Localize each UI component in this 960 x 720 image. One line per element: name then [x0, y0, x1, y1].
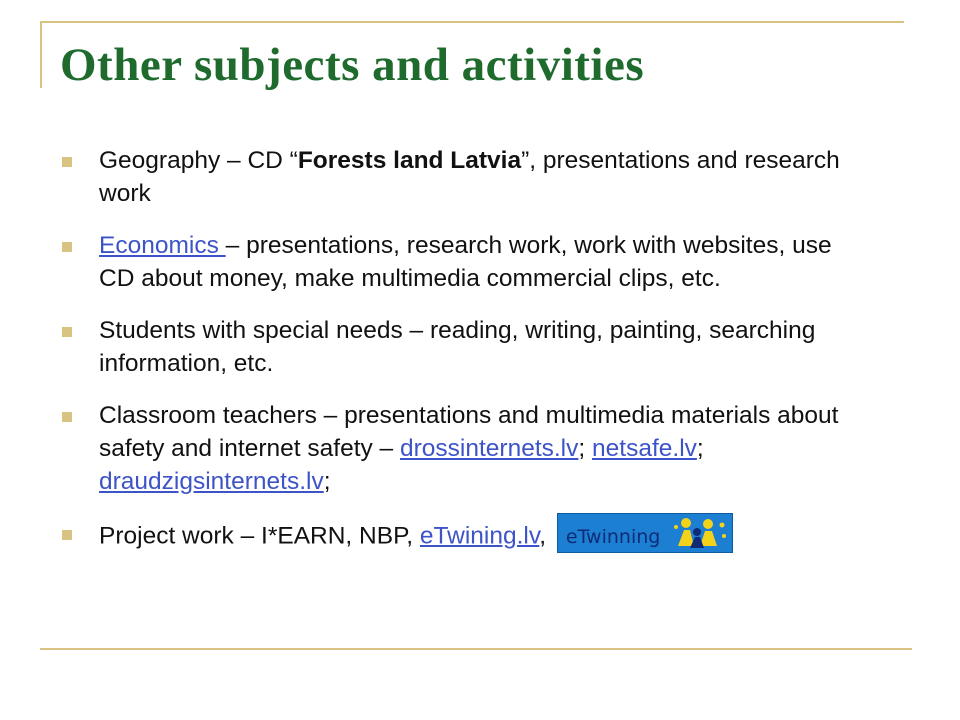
geography-cd-title: Forests land Latvia [297, 147, 522, 174]
bullet-economics [62, 229, 862, 295]
bullet-project-work [62, 517, 862, 557]
slide-title: Other subjects and activities [60, 39, 645, 91]
bullet-list [62, 144, 862, 576]
square-bullet-icon [62, 412, 72, 422]
etwining-link[interactable]: eTwining.lv [419, 522, 540, 550]
etwinning-logo[interactable] [557, 513, 733, 553]
bullet-special-needs [62, 314, 862, 380]
drossinternets-link[interactable]: drossinternets.lv [400, 435, 579, 462]
bottom-border-line [40, 648, 912, 650]
link-separator: ; [578, 435, 593, 462]
economics-link[interactable]: Economics [99, 232, 226, 259]
draudzigsinternets-link[interactable]: draudzigsinternets.lv [99, 468, 324, 495]
geography-text-post: ”, presentations and research work [99, 147, 840, 207]
special-needs-text: Students with special needs – reading, writing, painting, searching information, etc. [99, 317, 816, 377]
top-border-line [40, 21, 904, 23]
square-bullet-icon [62, 157, 72, 167]
economics-text: – presentations, research work, work with websites, use CD about money, make multimedia commercial clips, etc. [99, 232, 832, 292]
geography-subject: Geography [99, 147, 221, 174]
bullet-classroom-teachers [62, 399, 862, 498]
square-bullet-icon [62, 327, 72, 337]
left-border-line [40, 21, 42, 88]
project-work-after: , [539, 522, 553, 550]
square-bullet-icon [62, 530, 72, 540]
etwinning-figures-icon [670, 516, 728, 550]
netsafe-link[interactable]: netsafe.lv [592, 435, 697, 462]
classroom-teachers-text: Classroom teachers – presentations and multimedia materials about safety and internet safety – [99, 402, 839, 462]
links-end: ; [323, 468, 331, 495]
link-separator: ; [696, 435, 704, 462]
bullet-geography [62, 144, 862, 210]
geography-text-pre: – CD “ [220, 147, 298, 174]
etwinning-logo-text: eTwinning [565, 526, 661, 548]
square-bullet-icon [62, 242, 72, 252]
project-work-text: Project work – I*EARN, NBP, [99, 522, 420, 550]
